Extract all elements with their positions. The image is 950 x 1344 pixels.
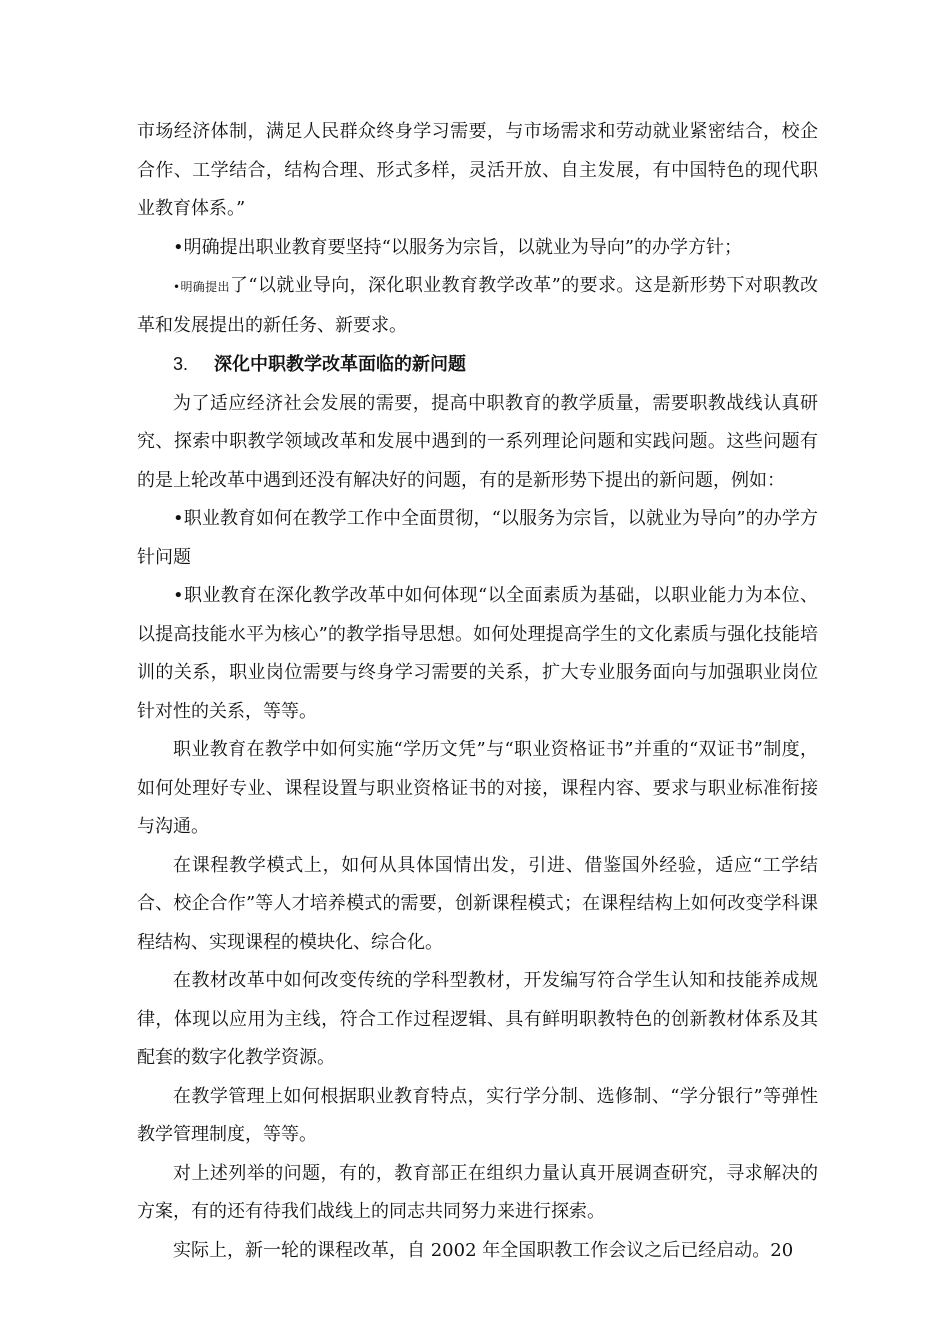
paragraph-dual-certificate: 职业教育在教学中如何实施“学历文凭”与“职业资格证书”并重的“双证书”制度，如何处理好专业、课程设置与职业资格证书的对接，课程内容、要求与职业标准衔接与沟通。 [137,739,818,837]
bullet-item-employment-reform [137,267,818,345]
paragraph-continuation: 市场经济体制，满足人民群众终身学习需要，与市场需求和劳动就业紧密结合，校企合作、工学结合，结构合理、形式多样，灵活开放、自主发展，有中国特色的现代职业教育体系。” [137,121,818,219]
bullet-text: 了“以就业导向，深化职业教育教学改革”的要求。这是新形势下对职教改革和发展提出的新任务、新要求。 [137,275,818,336]
bullet-item-implementation: •职业教育如何在教学工作中全面贯彻，“以服务为宗旨，以就业为导向”的办学方针问题 [137,508,818,568]
bullet-prefix-small: •明确提出 [173,280,230,294]
section-heading [137,345,818,385]
section-number: 3. [173,354,189,374]
bullet-item-teaching-guideline: •职业教育在深化教学改革中如何体现“以全面素质为基础，以职业能力为本位、以提高技能水平为核心”的教学指导思想。如何处理提高学生的文化素质与强化技能培训的关系，职业岗位需要与终身学习需要的关系，扩大专业服务面向与加强职业岗位针对性的关系，等等。 [137,585,818,722]
paragraph-intro: 为了适应经济社会发展的需要，提高中职教育的教学质量，需要职教战线认真研究、探索中职教学领域改革和发展中遇到的一系列理论问题和实践问题。这些问题有的是上轮改革中遇到还没有解决好的问题，有的是新形势下提出的新问题，例如： [137,392,818,491]
paragraph-curriculum-model: 在课程教学模式上，如何从具体国情出发，引进、借鉴国外经验，适应“工学结合、校企合作”等人才培养模式的需要，创新课程模式；在课程结构上如何改变学科课程结构、实现课程的模块化、综合化。 [137,854,818,953]
paragraph-teaching-management: 在教学管理上如何根据职业教育特点，实行学分制、选修制、“学分银行”等弹性教学管理制度，等等。 [137,1085,818,1145]
bullet-item-service-policy: •明确提出职业教育要坚持“以服务为宗旨，以就业为导向”的办学方针； [173,236,743,258]
paragraph-curriculum-reform: 实际上，新一轮的课程改革，自 2002 年全国职教工作会议之后已经启动。20 [173,1239,794,1261]
paragraph-summary: 对上述列举的问题，有的，教育部正在组织力量认真开展调查研究，寻求解决的方案，有的还有待我们战线上的同志共同努力来进行探索。 [137,1162,818,1222]
section-title: 深化中职教学改革面临的新问题 [214,354,466,375]
paragraph-textbook-reform: 在教材改革中如何改变传统的学科型教材，开发编写符合学生认知和技能养成规律，体现以应用为主线，符合工作过程逻辑、具有鲜明职教特色的创新教材体系及其配套的数字化教学资源。 [137,970,818,1068]
